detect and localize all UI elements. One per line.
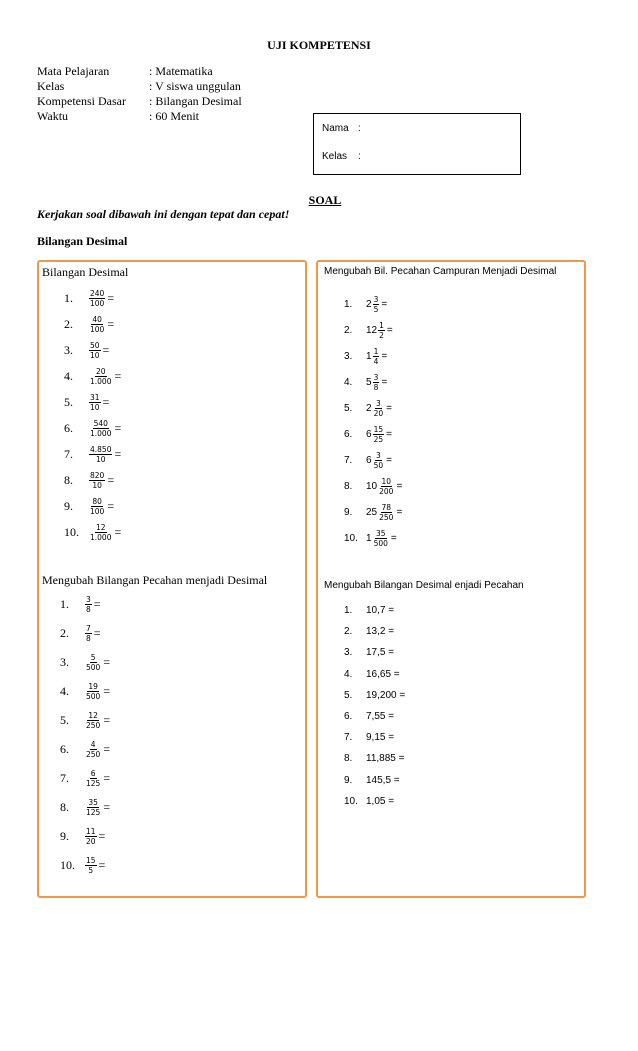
list-item xyxy=(64,289,114,308)
equals-sign: = xyxy=(396,481,403,492)
denominator: 500 xyxy=(373,539,388,548)
numerator: 78 xyxy=(381,503,392,512)
name-row: Nama : xyxy=(322,123,361,134)
item-number: 4. xyxy=(344,377,353,388)
decimal-expression: 11,885 = xyxy=(366,753,405,765)
numerator: 12 xyxy=(95,523,106,532)
item-number: 10. xyxy=(60,858,75,872)
list-item xyxy=(60,624,101,643)
fraction xyxy=(85,856,97,875)
soal-heading: SOAL xyxy=(308,193,342,207)
list-item xyxy=(344,690,405,701)
fraction xyxy=(89,367,112,386)
numerator: 35 xyxy=(375,529,386,538)
item-number: 1. xyxy=(64,291,73,305)
equals-sign: = xyxy=(107,499,115,513)
meta-row-time: Waktu : 60 Menit xyxy=(37,109,199,123)
whole-number: 5 xyxy=(366,377,372,388)
list-item xyxy=(64,497,114,516)
denominator: 250 xyxy=(86,721,101,730)
decimal-expression: 17,5 = xyxy=(366,647,395,659)
denominator: 8 xyxy=(86,605,91,614)
equals-sign: = xyxy=(114,369,122,383)
numerator: 820 xyxy=(90,471,105,480)
fraction xyxy=(373,399,385,418)
fraction xyxy=(89,419,112,438)
list-item xyxy=(60,856,105,875)
fraction xyxy=(85,798,101,817)
class-row: Kelas : xyxy=(322,151,361,162)
denominator: 8 xyxy=(86,634,91,643)
decimal-expression: 10,7 = xyxy=(366,605,395,616)
equals-sign: = xyxy=(114,447,122,461)
item-number: 8. xyxy=(344,753,353,765)
list-item xyxy=(344,626,394,637)
list-item xyxy=(344,753,404,764)
fraction xyxy=(85,769,101,788)
item-number: 6. xyxy=(64,421,73,435)
fraction xyxy=(89,497,105,516)
item-number: 10. xyxy=(344,795,358,807)
denominator: 25 xyxy=(373,435,384,444)
equals-sign: = xyxy=(98,858,106,872)
denominator: 1.000 xyxy=(90,429,112,438)
decimal-expression: 16,65 = xyxy=(366,668,400,680)
item-number: 10. xyxy=(64,525,79,539)
item-number: 4. xyxy=(60,684,69,698)
numerator: 40 xyxy=(92,315,102,324)
equals-sign: = xyxy=(107,473,115,487)
equals-sign: = xyxy=(381,299,388,310)
item-number: 6. xyxy=(60,742,69,756)
fraction xyxy=(85,827,97,846)
list-item xyxy=(344,373,387,392)
instruction-text: Kerjakan soal dibawah ini dengan tepat dan cepat! xyxy=(37,207,290,221)
item-number: 1. xyxy=(344,299,353,310)
equals-sign: = xyxy=(103,771,111,785)
item-number: 8. xyxy=(344,481,353,492)
left-heading-decimal: Bilangan Desimal xyxy=(42,265,129,279)
item-number: 4. xyxy=(344,668,353,680)
numerator: 3 xyxy=(373,373,379,382)
whole-number: 2 xyxy=(366,299,372,310)
equals-sign: = xyxy=(107,291,115,305)
whole-number: 1 xyxy=(366,533,372,544)
list-item xyxy=(60,711,110,730)
equals-sign: = xyxy=(386,429,392,440)
list-item xyxy=(60,595,101,614)
fraction xyxy=(85,682,101,701)
equals-sign: = xyxy=(386,455,392,466)
decimal-expression: 145,5 = xyxy=(366,774,400,786)
item-number: 6. xyxy=(344,711,353,722)
denominator: 4 xyxy=(373,357,379,366)
list-item xyxy=(344,347,387,366)
numerator: 7 xyxy=(86,624,91,633)
item-number: 3. xyxy=(64,343,73,357)
denominator: 50 xyxy=(373,461,384,470)
list-item xyxy=(60,827,105,846)
whole-number: 12 xyxy=(366,325,378,336)
fraction xyxy=(373,425,385,444)
whole-number: 6 xyxy=(366,455,372,466)
item-number: 3. xyxy=(344,647,353,659)
numerator: 5 xyxy=(90,653,96,662)
denominator: 10 xyxy=(95,455,106,464)
numerator: 3 xyxy=(373,295,379,304)
numerator: 3 xyxy=(375,399,381,408)
fraction xyxy=(378,503,394,522)
item-number: 2. xyxy=(344,325,353,336)
equals-sign: = xyxy=(114,421,122,435)
numerator: 11 xyxy=(86,827,96,836)
fraction xyxy=(378,321,385,340)
fraction xyxy=(89,471,105,490)
list-item xyxy=(344,477,402,496)
numerator: 15 xyxy=(86,856,96,865)
denominator: 1.000 xyxy=(90,377,112,386)
denominator: 5 xyxy=(373,305,379,314)
numerator: 3 xyxy=(375,451,381,460)
list-item xyxy=(344,399,392,418)
list-item xyxy=(64,419,121,438)
item-number: 5. xyxy=(344,689,353,701)
fraction xyxy=(373,347,380,366)
numerator: 80 xyxy=(92,497,102,506)
denominator: 5 xyxy=(88,866,94,875)
right-heading-decimal-to-fraction: Mengubah Bilangan Desimal enjadi Pecahan xyxy=(324,580,524,591)
list-item xyxy=(344,796,394,807)
item-number: 7. xyxy=(60,771,69,785)
item-number: 4. xyxy=(64,369,73,383)
denominator: 100 xyxy=(90,299,105,308)
list-item xyxy=(60,769,110,788)
denominator: 500 xyxy=(86,692,101,701)
denominator: 10 xyxy=(90,403,100,412)
list-item xyxy=(344,732,394,743)
list-item xyxy=(344,451,392,470)
fraction xyxy=(373,451,385,470)
numerator: 4 xyxy=(90,740,96,749)
fraction xyxy=(373,373,380,392)
equals-sign: = xyxy=(102,343,110,357)
numerator: 50 xyxy=(90,341,100,350)
whole-number: 25 xyxy=(366,507,378,518)
equals-sign: = xyxy=(103,684,111,698)
item-number: 10. xyxy=(344,533,358,544)
list-item xyxy=(344,425,392,444)
fraction xyxy=(85,653,101,672)
numerator: 540 xyxy=(93,419,108,428)
item-number: 1. xyxy=(60,597,69,611)
equals-sign: = xyxy=(103,655,111,669)
denominator: 100 xyxy=(90,325,105,334)
denominator: 10 xyxy=(90,351,100,360)
denominator: 125 xyxy=(86,779,101,788)
section-title: Bilangan Desimal xyxy=(37,234,128,248)
whole-number: 6 xyxy=(366,429,372,440)
numerator: 10 xyxy=(381,477,392,486)
denominator: 1.000 xyxy=(90,533,112,542)
decimal-expression: 7,55 = xyxy=(366,711,395,722)
list-item xyxy=(64,341,109,360)
equals-sign: = xyxy=(381,377,388,388)
equals-sign: = xyxy=(390,533,397,544)
numerator: 19 xyxy=(88,682,98,691)
denominator: 10 xyxy=(92,481,102,490)
fraction xyxy=(85,624,92,643)
fraction xyxy=(89,445,112,464)
fraction xyxy=(373,295,380,314)
decimal-expression: 19,200 = xyxy=(366,689,406,701)
list-item xyxy=(64,393,109,412)
equals-sign: = xyxy=(103,742,111,756)
equals-sign: = xyxy=(102,395,110,409)
item-number: 8. xyxy=(64,473,73,487)
numerator: 6 xyxy=(90,769,96,778)
fraction xyxy=(378,477,394,496)
equals-sign: = xyxy=(98,829,106,843)
item-number: 9. xyxy=(64,499,73,513)
list-item xyxy=(64,471,114,490)
item-number: 3. xyxy=(344,351,353,362)
numerator: 12 xyxy=(88,711,98,720)
whole-number: 1 xyxy=(366,351,372,362)
right-heading-mixed-to-decimal: Mengubah Bil. Pecahan Campuran Menjadi Desimal xyxy=(324,266,557,277)
list-item xyxy=(344,295,387,314)
equals-sign: = xyxy=(93,626,101,640)
denominator: 8 xyxy=(373,383,379,392)
item-number: 7. xyxy=(344,455,353,466)
denominator: 500 xyxy=(86,663,101,672)
decimal-expression: 13,2 = xyxy=(366,626,395,638)
item-number: 2. xyxy=(64,317,73,331)
denominator: 100 xyxy=(90,507,105,516)
denominator: 20 xyxy=(86,837,96,846)
equals-sign: = xyxy=(381,351,388,362)
item-number: 7. xyxy=(344,732,353,744)
item-number: 2. xyxy=(344,626,353,638)
equals-sign: = xyxy=(103,713,111,727)
denominator: 250 xyxy=(86,750,101,759)
list-item xyxy=(344,503,402,522)
denominator: 20 xyxy=(373,409,384,418)
equals-sign: = xyxy=(386,403,392,414)
fraction xyxy=(89,341,101,360)
fraction xyxy=(89,289,105,308)
fraction xyxy=(89,393,101,412)
list-item xyxy=(344,669,400,680)
numerator: 240 xyxy=(90,289,105,298)
equals-sign: = xyxy=(107,317,115,331)
list-item xyxy=(344,647,394,658)
item-number: 9. xyxy=(344,507,353,518)
item-number: 5. xyxy=(60,713,69,727)
meta-row-subject: Mata Pelajaran : Matematika xyxy=(37,64,213,78)
list-item xyxy=(344,529,397,548)
equals-sign: = xyxy=(114,525,122,539)
numerator: 1 xyxy=(379,321,384,330)
equals-sign: = xyxy=(386,325,393,336)
list-item xyxy=(64,523,121,542)
numerator: 4.850 xyxy=(90,445,112,454)
item-number: 3. xyxy=(60,655,69,669)
left-heading-fraction-to-decimal: Mengubah Bilangan Pecahan menjadi Desimal xyxy=(42,573,268,587)
denominator: 2 xyxy=(379,331,384,340)
numerator: 15 xyxy=(373,425,384,434)
fraction xyxy=(89,315,105,334)
meta-row-class: Kelas : V siswa unggulan xyxy=(37,79,241,93)
whole-number: 2 xyxy=(366,403,372,414)
meta-row-competency: Kompetensi Dasar : Bilangan Desimal xyxy=(37,94,242,108)
list-item xyxy=(344,605,394,616)
list-item xyxy=(64,367,121,386)
item-number: 9. xyxy=(60,829,69,843)
numerator: 3 xyxy=(86,595,91,604)
item-number: 5. xyxy=(64,395,73,409)
list-item xyxy=(60,682,110,701)
fraction xyxy=(373,529,389,548)
numerator: 31 xyxy=(90,393,100,402)
list-item xyxy=(64,445,121,464)
item-number: 9. xyxy=(344,774,353,786)
denominator: 125 xyxy=(86,808,101,817)
fraction xyxy=(85,711,101,730)
decimal-expression: 9,15 = xyxy=(366,732,395,744)
list-item xyxy=(60,740,110,759)
decimal-expression: 1,05 = xyxy=(366,795,395,807)
numerator: 35 xyxy=(88,798,98,807)
item-number: 7. xyxy=(64,447,73,461)
numerator: 20 xyxy=(95,367,106,376)
item-number: 5. xyxy=(344,403,353,414)
list-item xyxy=(60,653,110,672)
fraction xyxy=(89,523,112,542)
equals-sign: = xyxy=(103,800,111,814)
fraction xyxy=(85,740,101,759)
document-title: UJI KOMPETENSI xyxy=(267,38,371,52)
item-number: 1. xyxy=(344,605,353,616)
item-number: 8. xyxy=(60,800,69,814)
meta-info xyxy=(37,64,242,124)
equals-sign: = xyxy=(396,507,403,518)
item-number: 2. xyxy=(60,626,69,640)
student-id-box xyxy=(313,113,521,175)
item-number: 6. xyxy=(344,429,353,440)
list-item xyxy=(344,775,400,786)
fraction xyxy=(85,595,92,614)
list-item xyxy=(344,321,393,340)
whole-number: 10 xyxy=(366,481,378,492)
list-item xyxy=(344,711,394,722)
denominator: 250 xyxy=(379,513,394,522)
list-item xyxy=(60,798,110,817)
equals-sign: = xyxy=(93,597,101,611)
denominator: 200 xyxy=(379,487,394,496)
numerator: 1 xyxy=(373,347,379,356)
list-item xyxy=(64,315,114,334)
